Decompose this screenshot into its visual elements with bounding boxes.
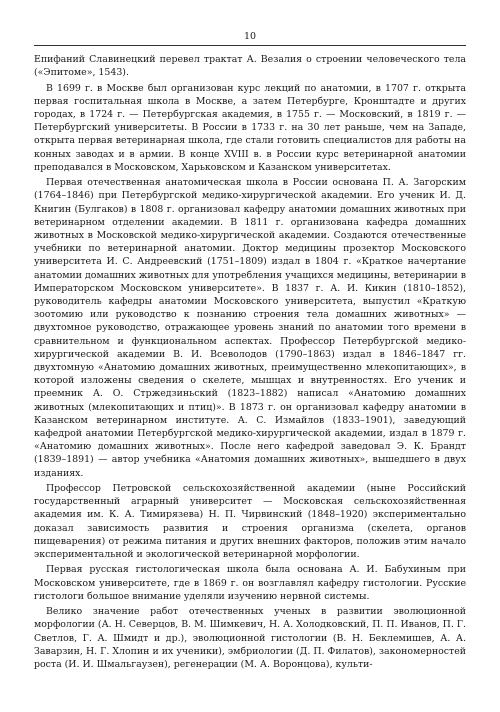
paragraph-2: В 1699 г. в Москве был организован курс лекций по анатомии, в 1707 г. открыта первая госпитальная школа в Москве, а затем Петербурге, Кронштадте и других городах, в 1724 г. — Петербургская академия, в 1755 г. — Московский, в 1819 г. — Петербургский университеты. В России в 1733 г. на 30 лет раньше, чем на Западе, открыта первая ветеринарная школа, где стали готовить специалистов для работы на конных заводах и в армии. В конце XVIII в. в России курс ветеринарной анатомии преподавался в Московском, Харьковском и Казанском университетах. bbox=[34, 82, 466, 173]
paragraph-4: Профессор Петровской сельскохозяйственной академии (ныне Российский государственный аграрный университет — Московская сельскохозяйственная академия им. К. А. Тимирязева) Н. П. Чирвинский (1848–1920) экспериментально доказал зависимость развития и строения организма (скелета, органов пищеварения) от режима питания и других внешних факторов, положив этим начало экспериментальной и экологической ветеринарной морфологии. bbox=[34, 483, 466, 561]
header-rule bbox=[34, 45, 466, 46]
paragraph-3: Первая отечественная анатомическая школа в России основана П. А. Загорским (1764–1846) при Петербургской медико-хирургической академии. Его ученик И. Д. Книгин (Булгаков) в 1808 г. организовал кафедру анатомии домашних животных при ветеринарном отделении академии. В 1811 г. организована кафедра домашних животных в Московской медико-хирургической академии. Создаются отечественные учебники по ветеринарной анатомии. Доктор медицины прозектор Московского университета И. С. Андреевский (1751–1809) издал в 1804 г. «Краткое начертание анатомии домашних животных для употребления учащихся медицины, ветеринарии в Императорском Московском университете». В 1837 г. А. И. Кикин (1810–1852), руководитель кафедры анатомии Московского университета, выпустил «Краткую зоотомию или руководство к познанию строения тела домашних животных» — двухтомное руководство, отражающее уровень знаний по анатомии того времени в сравнительном и функциональном аспектах. Профессор Петербургской медико-хирургической академии В. И. Всеволодов (1790–1863) издал в 1846–1847 гг. двухтомную «Анатомию домашних животных, преимущественно млекопитающих», в которой изложены сведения о скелете, мышцах и внутренностях. Его ученик и преемник А. О. Стржедзиньский (1823–1882) написал «Анатомию домашних животных (млекопитающих и птиц)». В 1873 г. он организовал кафедру анатомии в Казанском ветеринарном институте. А. С. Измайлов (1833–1901), заведующий кафедрой анатомии Петербургской медико-хирургической академии, издал в 1879 г. «Анатомию домашних животных». После него кафедрой заведовал Э. К. Брандт (1839–1891) — автор учебника «Анатомия домашних животных», вышедшего в двух изданиях. bbox=[34, 177, 466, 479]
paragraph-5: Первая русская гистологическая школа была основана А. И. Бабухиным при Московском университете, где в 1869 г. он возглавлял кафедру гистологии. Русские гистологи большое внимание уделяли изучению нервной системы. bbox=[34, 564, 466, 602]
body-text bbox=[34, 53, 466, 671]
paragraph-6: Велико значение работ отечественных ученых в развитии эволюционной морфологии (А. Н. Северцов, В. М. Шимкевич, Н. А. Холодковский, П. П. Иванов, П. Г. Светлов, Г. А. Шмидт и др.), эволюционной гистологии (В. Н. Беклемишев, А. А. Заварзин, Н. Г. Хлопин и их ученики), эмбриологии (Д. П. Филатов), закономерностей роста (И. И. Шмальгаузен), регенерации (М. А. Воронцова), культи- bbox=[34, 606, 466, 671]
paragraph-1: Епифаний Славинецкий перевел трактат А. Везалия о строении человеческого тела («Эпитоме», 1543). bbox=[34, 54, 466, 79]
page-number: 10 bbox=[243, 31, 257, 42]
